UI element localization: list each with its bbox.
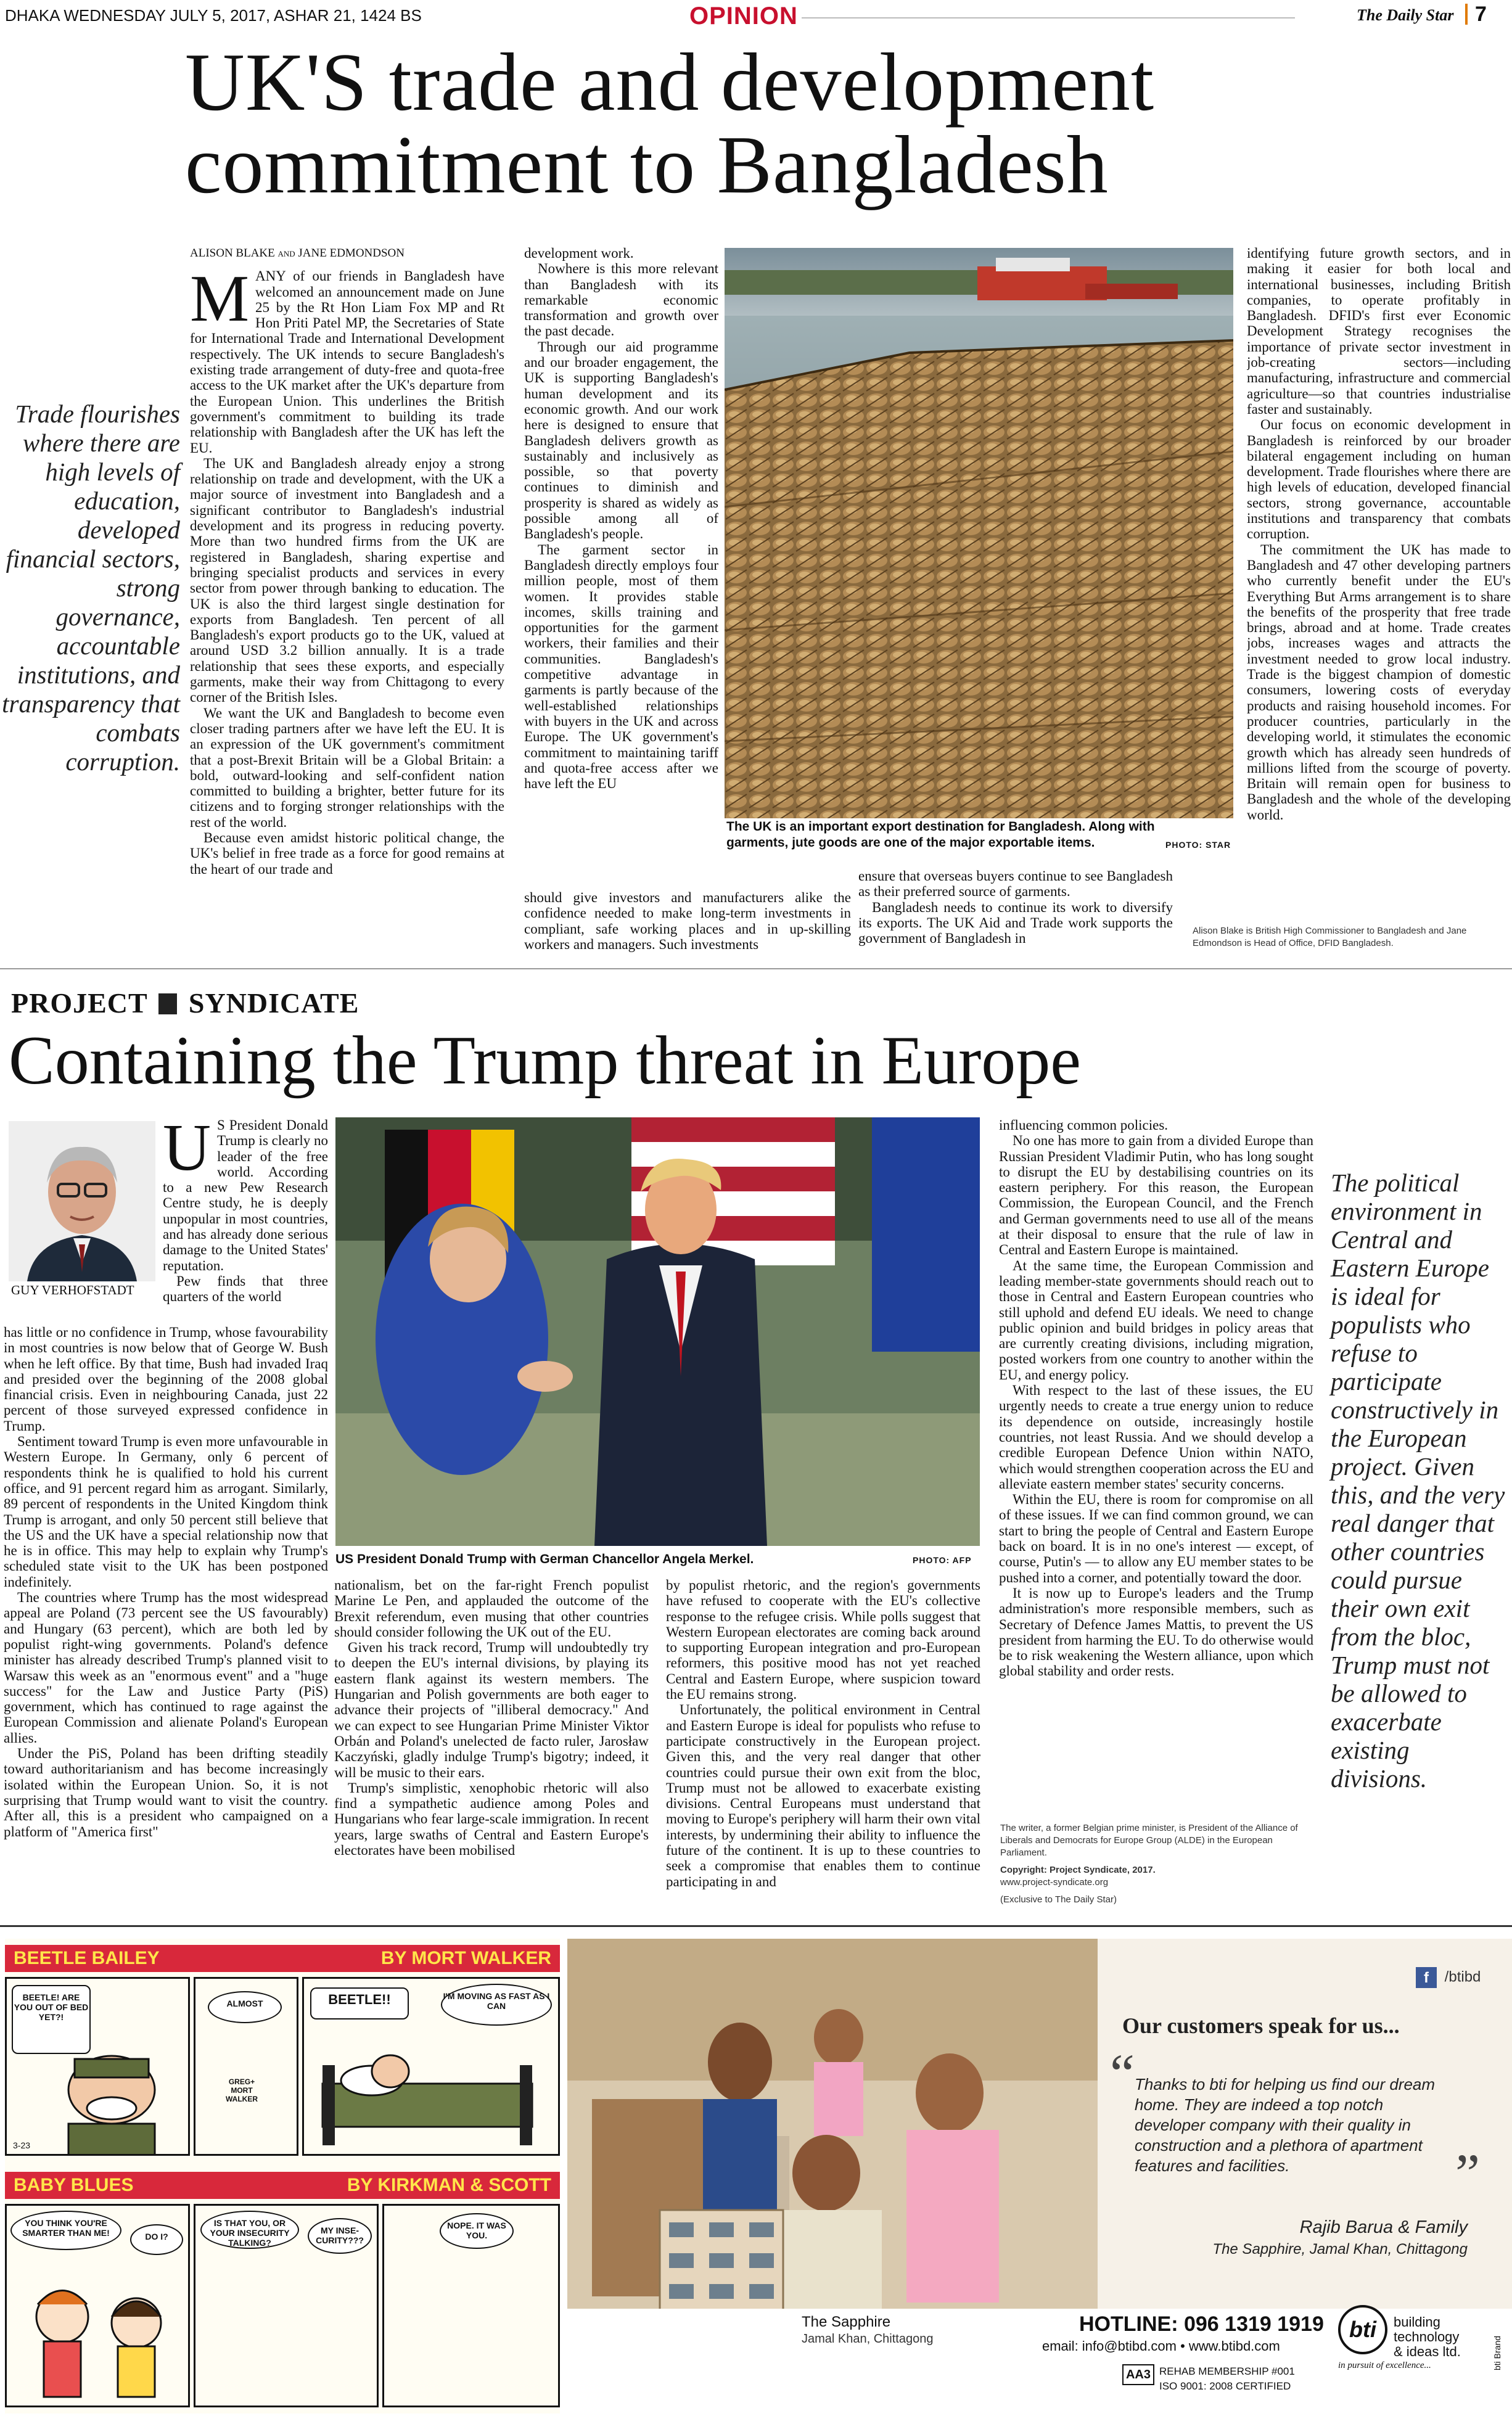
uk-author-bio: Alison Blake is British High Commissioner to Bangladesh and Jane Edmondson is Head of Office, DFID Bangladesh. xyxy=(1193,926,1467,948)
kicker-project: PROJECT xyxy=(11,987,147,1019)
uk-byline: ALISON BLAKE and JANE EDMONDSON xyxy=(190,247,405,260)
trump-photo-credit: PHOTO: AFP xyxy=(913,1555,972,1565)
bti-advertisement xyxy=(567,1939,1512,2416)
testimonial-name: Rajib Barua & Family xyxy=(1299,2217,1468,2237)
ad-heading: Our customers speak for us... xyxy=(1122,2013,1400,2038)
baby-blues-panel-3 xyxy=(382,2204,560,2407)
uk-headline-line1: UK'S trade and development xyxy=(185,36,1155,128)
beetle-bailey-author: BY MORT WALKER xyxy=(380,1948,551,1968)
bti-logo: bti xyxy=(1338,2305,1387,2354)
section-title: OPINION xyxy=(689,2,798,30)
iso-certification: ISO 9001: 2008 CERTIFIED xyxy=(1159,2380,1291,2392)
trump-headline: Containing the Trump threat in Europe xyxy=(9,1022,1081,1099)
trump-column-1: has little or no confidence in Trump, whose favourability in most countries is now below that of George W. Bush when he left office. By that time, Bush had invaded Iraq and presided over the beginning of the 2008 global financial crisis. Even in neighbouring Canada, just 22 percent of those surveyed expressed confidence in Trump. Sentiment toward Trump is even more unfavourable in Western Europe. In Germany, only 6 percent of respondents think he is qualified to hold his current office, and 91 percent regard him as arrogant. Similarly, 89 percent of respondents in the United Kingdom think Trump is arrogant, and only 50 percent still believe that the US and the UK have a special relationship now that he is in office. This may help to explain why Trump's scheduled state visit to the UK has been postponed indefinitely. The countries where Trump has the most widespread appeal are Poland (73 percent see the US favourably) and Hungary (63 percent), which are both led by populist right-wing governments. Poland's defence minister has already described Trump's planned visit to Warsaw this week as an "enormous event" and a "huge success" for the Law and Justice Party (PiS) government, which has continued to rage against the European Commission and alienate Poland's European allies. Under the PiS, Poland has been drifting steadily toward authoritarianism and has become increasingly isolated within the European Union. So, it is not surprising that Trump would want to visit the country. After all, this is a president who campaigned on a platform of "America first" xyxy=(4,1325,328,1839)
beetle-panel-2 xyxy=(194,1977,298,2156)
page-number: 7 xyxy=(1475,2,1487,26)
jute-photo-caption: The UK is an important export destination for Bangladesh. Along with garments, jute goods are one of the major exportable items. xyxy=(726,820,1155,850)
uk-column-4: identifying future growth sectors, and in making it easier for both local and international businesses, including British companies, to operate profitably in Bangladesh. DFID's first ever Economic Development Strategy recognises the importance of private sector investment in job-creating sectors—including manufacturing, infrastructure and commercial agriculture—so that countries industrialise faster and sustainably. Our focus on economic development in Bangladesh is reinforced by our broader bilateral engagement including on human development. Trade flourishes where there are high levels of education, developed financial sectors, strong governance, accountable institutions and transparency that combats corruption. The commitment the UK has made to Bangladesh and 47 other developing partners who currently benefit under the EU's Everything But Arms arrangement is to share the benefits of the prosperity that free trade brings, abroad and at home. Trade creates jobs, increases wages and attracts the investment needed to grow local industry. Trade is the biggest champion of domestic consumers, lowering costs of everyday products and raising household incomes. For producer countries, particularly in the developing world, it stimulates the economic growth which has already seen hundreds of millions lifted from the scourge of poverty. Britain will remain open for business to Bangladesh and the whole of the developing world. xyxy=(1247,245,1511,823)
beetle-bubble-3: BEETLE!! xyxy=(310,1987,409,2019)
trump-merkel-photo xyxy=(335,1117,980,1546)
ad-brand-side-label: bti Brand xyxy=(1492,2335,1502,2370)
testimonial-quote: Thanks to bti for helping us find our dream home. They are indeed a top notch developer company with their quality in construction and a plethora of apartment features and facilities. xyxy=(1135,2075,1436,2175)
credit-rating-badge: AA3 xyxy=(1122,2364,1154,2385)
uk-column-1: ALISON BLAKE and JANE EDMONDSON M ANY of our friends in Bangladesh have welcomed an announcement made on June 25 by the Rt Hon Liam Fox MP and Rt Hon Priti Patel MP, the Secretaries of State for International Trade and International Development respectively. The UK intends to secure Bangladesh's existing trade arrangement of duty-free and quota-free access to the UK market after the UK's departure from the European Union. This underlines the British government's commitment to building its trade relationship with Bangladesh after the UK has left the EU. The UK and Bangladesh already enjoy a strong relationship on trade and development, with the UK a major source of investment into Bangladesh and a significant contributor to Bangladesh's industrial development and its progress in reducing poverty. More than two hundred firms from the UK are registered in Bangladesh, sharing expertise and bringing specialist products and services in every sector from power through banking to education. The UK is also the third largest single destination for exports from Bangladesh. Ten percent of all Bangladesh's export products go to the UK, valued at around USD 3.2 billion annually. It is a trade relationship that sees these exports, and especially garments, make their way from Chittagong to every corner of the British Isles. We want the UK and Bangladesh to become even closer trading partners after we have left the EU. It is an expression of the UK government's commitment that a post-Brexit Britain will be a Global Britain: a bold, outward-looking and self-confident nation committed to building a brighter, better future for its citizens and to forging stronger relationships with the rest of the world. Because even amidst historic political change, the UK's belief in free trade as a force for good remains at the heart of our trade and xyxy=(190,247,504,877)
beetle-bubble-4: I'M MOVING AS FAST AS I CAN xyxy=(441,1984,552,2026)
project-syndicate-kicker xyxy=(11,987,359,1019)
uk-column-2: development work. Nowhere is this more relevant than Bangladesh with its remarkable economic transformation and growth over the past decade. Through our aid programme and our broader engagement, the UK is supporting Bangladesh's human development and its economic growth. And our work here is designed to ensure that Bangladesh delivers growth as sustainably and inclusively as possible, so that poverty continues to diminish and prosperity is shared as widely as possible among all of Bangladesh's people. The garment sector in Bangladesh directly employs four million people, most of them women. It provides stable incomes, skills training and opportunities for the garment workers, their families and their communities. Bangladesh's competitive advantage in garments is partly because of the well-established relationships with buyers in the UK and across Europe. The UK government's commitment to maintaining tariff and quota-free access after we have left the EU xyxy=(524,245,718,792)
baby-blues-bar xyxy=(5,2172,560,2199)
baby-blues-title: BABY BLUES xyxy=(14,2175,134,2195)
baby-blues-bubble-3: IS THAT YOU, OR YOUR INSECURITY TALKING? xyxy=(200,2211,299,2249)
uk-pullquote: Trade flourishes where there are high levels of education, developed financial sectors, strong governance, accountable institutions, and transparency that combats corruption. xyxy=(2,400,180,776)
trump-drop-cap: U xyxy=(163,1117,211,1185)
beetle-bailey-bar xyxy=(5,1945,560,1972)
testimonial-address: The Sapphire, Jamal Khan, Chittagong xyxy=(1212,2241,1468,2258)
baby-blues-bubble-4: MY INSE- CURITY??? xyxy=(308,2218,372,2254)
jute-boats-photo xyxy=(725,248,1233,818)
syndicate-logo-mark xyxy=(158,993,177,1014)
section-divider xyxy=(0,968,1512,969)
masthead xyxy=(0,2,1512,30)
rehab-membership: REHAB MEMBERSHIP #001 xyxy=(1159,2365,1295,2377)
baby-blues-panel-1 xyxy=(5,2204,190,2407)
author-portrait xyxy=(9,1121,155,1281)
beetle-bed-drawing xyxy=(316,2047,551,2151)
bti-brand-name: building technology & ideas ltd. xyxy=(1394,2314,1461,2359)
baby-blues-bubble-2: DO I? xyxy=(130,2224,183,2255)
uk-column-2-span: should give investors and manufacturers alike the confidence needed to make long-term investments in compliant, safe working places and in up-skilling workers and managers. Such investments xyxy=(524,890,851,952)
trump-intro: U S President Donald Trump is clearly no leader of the free world. According to a new Pew Research Centre study, he is deeply unpopular in most countries, and has already done serious damage to the United States' reputation. Pew finds that three quarters of the world xyxy=(163,1117,328,1305)
beetle-bailey-title: BEETLE BAILEY xyxy=(14,1948,160,1968)
facebook-handle[interactable]: f /btibd xyxy=(1416,1967,1481,1988)
project-location: Jamal Khan, Chittagong xyxy=(802,2332,934,2346)
beetle-panel-1 xyxy=(5,1977,190,2156)
trump-pullquote: The political environment in Central and Eastern Europe is ideal for populists who refuse to participate constructively in the European project. Given this, and the very real danger that other countries could pursue their own exit from the bloc, Trump must not be allowed to exacerbate existing divisions. xyxy=(1331,1169,1505,1793)
trump-column-4: influencing common policies. No one has more to gain from a divided Europe than Russian President Vladimir Putin, who has long sought to disrupt the EU by destabilising countries on its eastern periphery. For this reason, the European Commission, the European Council, and the French and German governments need to use all of the means at their disposal to ensure that the rule of law in Central and Eastern Europe is maintained. At the same time, the European Commission and leading member-state governments should reach out to those in Central and Eastern European countries who still uphold and defend EU ideals. We need to change public opinion and build bridges in policy areas that are currently creating divisions, including migration, posted workers from one country to another within the EU, and energy policy. With respect to the last of these issues, the EU urgently needs to create a true energy union to reduce its dependence on outside, increasingly hostile countries, not least Russia. And we should develop a credible European Defence Union within NATO, which would strengthen cooperation across the EU and alleviate eastern member states' security concerns. Within the EU, there is room for compromise on all of these issues. If we can find common ground, we can start to bring the people of Central and Eastern Europe back on board. It is in no one's interest — except, of course, Putin's — to allow any EU member states to be pushed into a corner, and potentially toward the door. It is now up to Europe's leaders and the Trump administration's more responsible members, such as Secretary of Defence James Mattis, to prevent the US president from harming the EU. To do otherwise would be to risk weakening the Western alliance, upon which global stability and order rests. xyxy=(999,1117,1313,1679)
beetle-signature: GREG+ MORT WALKER xyxy=(226,2077,258,2103)
jute-photo-credit: PHOTO: STAR xyxy=(1165,840,1231,850)
contact-line[interactable]: email: info@btibd.com • www.btibd.com xyxy=(1042,2338,1280,2354)
baby-blues-author: BY KIRKMAN & SCOTT xyxy=(347,2175,551,2195)
project-name: The Sapphire xyxy=(802,2314,891,2330)
jute-boats-illustration xyxy=(725,248,1233,818)
paper-logo: The Daily Star xyxy=(1357,6,1454,24)
uk-column-3: ensure that overseas buyers continue to see Bangladesh as their preferred source of garments. Bangladesh needs to continue its work to diversify its exports. The UK Aid and Trade work supports the government of Bangladesh in xyxy=(858,868,1173,947)
beetle-bubble-1: BEETLE! ARE YOU OUT OF BED YET?! xyxy=(12,1985,91,2054)
close-quote-icon: ” xyxy=(1455,2143,1480,2204)
beetle-date: 3-23 xyxy=(13,2140,31,2150)
comics-divider xyxy=(0,1925,1512,1927)
open-quote-icon: “ xyxy=(1110,2044,1135,2105)
facebook-icon: f xyxy=(1416,1967,1437,1988)
trump-column-2: nationalism, bet on the far-right French populist Marine Le Pen, and applauded the outcome of the Brexit referendum, even musing that other countries should consider following the UK out of the EU. Given his track record, Trump will undoubtedly try to deepen the EU's internal divisions, by playing its eastern flank against its western members. The Hungarian and Polish governments are both eager to advance their projects of "illiberal democracy." And we can expect to see Hungarian Prime Minister Viktor Orbán and Poland's unelected de facto ruler, Jarosław Kaczyński, gladly indulge Trump's bigotry; indeed, it will be music to their ears. Trump's simplistic, xenophobic rhetoric will also find a sympathetic audience among Poles and Hungarians who fear large-scale immigration. In recent years, large swaths of Central and Eastern Europe's electorates have been mobilised xyxy=(334,1577,649,1859)
beetle-bubble-2: ALMOST xyxy=(208,1991,282,2023)
trump-merkel-illustration xyxy=(335,1117,980,1546)
comics-section xyxy=(5,1939,560,2414)
dateline: DHAKA WEDNESDAY JULY 5, 2017, ASHAR 21, 1424 BS xyxy=(5,6,422,25)
trump-photo-caption: US President Donald Trump with German Chancellor Angela Merkel. xyxy=(335,1552,754,1566)
page-divider xyxy=(1465,4,1468,25)
kids-drawing xyxy=(19,2274,179,2403)
baby-blues-panel-2 xyxy=(194,2204,379,2407)
uk-headline xyxy=(185,36,1155,210)
trump-author-name: GUY VERHOFSTADT xyxy=(11,1283,134,1297)
uk-headline-line2: commitment to Bangladesh xyxy=(185,119,1109,210)
kicker-syndicate: SYNDICATE xyxy=(188,987,360,1019)
baby-blues-bubble-5: NOPE. IT WAS YOU. xyxy=(440,2213,514,2249)
author-photo xyxy=(9,1121,155,1281)
bti-tagline: in pursuit of excellence... xyxy=(1338,2361,1431,2370)
baby-blues-bubble-1: YOU THINK YOU'RE SMARTER THAN ME! xyxy=(10,2211,121,2250)
masthead-rule xyxy=(802,17,1295,18)
hotline[interactable]: HOTLINE: 096 1319 1919 xyxy=(1079,2312,1324,2336)
sarge-figure xyxy=(44,2047,179,2156)
trump-author-bio: The writer, a former Belgian prime minister, is President of the Alliance of Liberals and Democrats for Europe Group (ALDE) in the European Parliament. Copyright: Project Syndicate, 2017. www.project-syndicate.org (Exclusive to The Daily Star) xyxy=(1000,1823,1298,1905)
uk-drop-cap: M xyxy=(190,262,250,336)
beetle-panel-3 xyxy=(302,1977,560,2156)
trump-column-3: by populist rhetoric, and the region's governments have refused to cooperate with the EU's collective response to the refugee crisis. While polls suggest that Western European electorates are coming back around to supporting European integration and pro-European reformers, this positive mood has not yet reached Central and Eastern Europe, where suspicion toward the EU remains strong. Unfortunately, the political environment in Central and Eastern Europe is ideal for populists who refuse to participate constructively in the European project. Given this, and the very real danger that other countries could pursue their own exit from the bloc, Trump must not be allowed to exacerbate existing divisions. Central Europeans must understand that moving to Europe's periphery will harm their own vital interests, by undermining their ability to influence the future of the continent. It is up to these countries to seek a compromise that enables them to continue participating in and xyxy=(666,1577,980,1889)
